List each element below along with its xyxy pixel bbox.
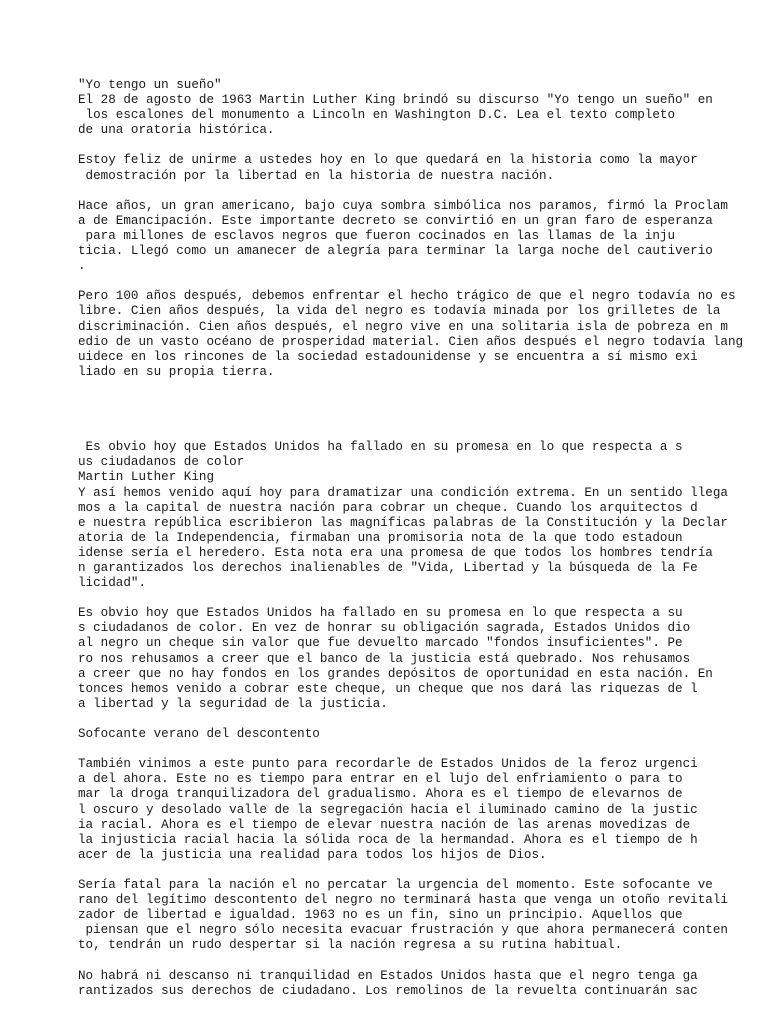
text-line: la injusticia racial hacia la sólida roca de la hermandad. Ahora es el tiempo de h <box>78 832 698 847</box>
text-line: l oscuro y desolado valle de la segregación hacia el iluminado camino de la justic <box>78 802 698 817</box>
text-line: Sería fatal para la nación el no percatar la urgencia del momento. Este sofocante ve <box>78 877 713 892</box>
blank-line <box>78 953 743 968</box>
text-line: rantizados sus derechos de ciudadano. Los remolinos de la revuelta continuarán sac <box>78 983 698 998</box>
text-line: to, tendrán un rudo despertar si la nación regresa a su rutina habitual. <box>78 938 623 953</box>
blank-line <box>78 395 743 410</box>
blank-line <box>78 184 743 199</box>
blank-line <box>78 410 743 425</box>
text-line: de una oratoria histórica. <box>78 123 275 138</box>
text-line: idense sería el heredero. Esta nota era una promesa de que todos los hombres tendría <box>78 545 713 560</box>
text-line: zador de libertad e igualdad. 1963 no es un fin, sino un principio. Aquellos que <box>78 908 683 923</box>
blank-line <box>78 712 743 727</box>
text-line: a de Emancipación. Este importante decreto se convirtió en un gran faro de esperanza <box>78 213 713 228</box>
text-line: a del ahora. Este no es tiempo para entrar en el lujo del enfriamiento o para to <box>78 772 683 787</box>
text-line: "Yo tengo un sueño" <box>78 78 222 92</box>
text-line: a creer que no hay fondos en los grandes depósitos de oportunidad en esta nación. En <box>78 666 713 681</box>
text-line: a libertad y la seguridad de la justicia. <box>78 696 388 711</box>
text-line: ia racial. Ahora es el tiempo de elevar nuestra nación de las arenas movedizas de <box>78 817 691 832</box>
text-line: al negro un cheque sin valor que fue devuelto marcado "fondos insuficientes". Pe <box>78 636 683 651</box>
text-line: No habrá ni descanso ni tranquilidad en Estados Unidos hasta que el negro tenga ga <box>78 968 698 983</box>
blank-line <box>78 274 743 289</box>
text-line: para millones de esclavos negros que fueron cocinados en las llamas de la inju <box>78 228 676 243</box>
text-line: los escalones del monumento a Lincoln en Washington D.C. Lea el texto completo <box>78 108 676 123</box>
text-line: acer de la justicia una realidad para todos los hijos de Dios. <box>78 847 547 862</box>
text-line: Es obvio hoy que Estados Unidos ha fallado en su promesa en lo que respecta a su <box>78 606 683 621</box>
text-line: demostración por la libertad en la historia de nuestra nación. <box>78 168 555 183</box>
text-line: libre. Cien años después, la vida del negro es todavía minada por los grilletes de la <box>78 304 721 319</box>
text-line: us ciudadanos de color <box>78 455 245 470</box>
text-line: Martin Luther King <box>78 470 215 485</box>
blank-line <box>78 591 743 606</box>
text-line: edio de un vasto océano de prosperidad material. Cien años después el negro todavía lang <box>78 334 744 349</box>
text-line: El 28 de agosto de 1963 Martin Luther King brindó su discurso "Yo tengo un sueño" en <box>78 93 713 108</box>
text-line: Pero 100 años después, debemos enfrentar el hecho trágico de que el negro todavía no es <box>78 289 736 304</box>
document-text <box>78 78 743 999</box>
text-line: Y así hemos venido aquí hoy para dramatizar una condición extrema. En un sentido llega <box>78 485 728 500</box>
text-line: ticia. Llegó como un amanecer de alegría para terminar la larga noche del cautiverio <box>78 244 713 259</box>
blank-line <box>78 742 743 757</box>
text-line: También vinimos a este punto para recordarle de Estados Unidos de la feroz urgenci <box>78 757 698 772</box>
text-line: licidad". <box>78 576 147 591</box>
text-line: mar la droga tranquilizadora del gradualismo. Ahora es el tiempo de elevarnos de <box>78 787 683 802</box>
text-line: Sofocante verano del descontento <box>78 727 320 742</box>
text-line: tonces hemos venido a cobrar este cheque, un cheque que nos dará las riquezas de l <box>78 681 698 696</box>
text-line: rano del legítimo descontento del negro no terminará hasta que venga un otoño revitali <box>78 893 728 908</box>
text-line: discriminación. Cien años después, el negro vive en una solitaria isla de pobreza en m <box>78 319 728 334</box>
text-line: ro nos rehusamos a creer que el banco de la justicia está quebrado. Nos rehusamos <box>78 651 691 666</box>
text-line: Hace años, un gran americano, bajo cuya sombra simbólica nos paramos, firmó la Proclam <box>78 198 728 213</box>
text-line: Es obvio hoy que Estados Unidos ha fallado en su promesa en lo que respecta a s <box>78 440 683 455</box>
blank-line <box>78 380 743 395</box>
text-line: piensan que el negro sólo necesita evacuar frustración y que ahora permanecerá conten <box>78 923 728 938</box>
text-line: mos a la capital de nuestra nación para cobrar un cheque. Cuando los arquitectos d <box>78 500 698 515</box>
blank-line <box>78 138 743 153</box>
text-line: liado en su propia tierra. <box>78 364 275 379</box>
text-line: . <box>78 259 86 274</box>
blank-line <box>78 863 743 878</box>
blank-line <box>78 425 743 440</box>
text-line: n garantizados los derechos inalienables de "Vida, Libertad y la búsqueda de la Fe <box>78 561 698 575</box>
text-line: atoria de la Independencia, firmaban una promisoria nota de la que todo estadoun <box>78 530 683 545</box>
text-line: uidece en los rincones de la sociedad estadounidense y se encuentra a sí mismo exi <box>78 349 698 364</box>
text-line: e nuestra república escribieron las magníficas palabras de la Constitución y la Declar <box>78 515 728 530</box>
text-line: s ciudadanos de color. En vez de honrar su obligación sagrada, Estados Unidos dio <box>78 621 691 636</box>
text-line: Estoy feliz de unirme a ustedes hoy en lo que quedará en la historia como la mayor <box>78 153 698 168</box>
